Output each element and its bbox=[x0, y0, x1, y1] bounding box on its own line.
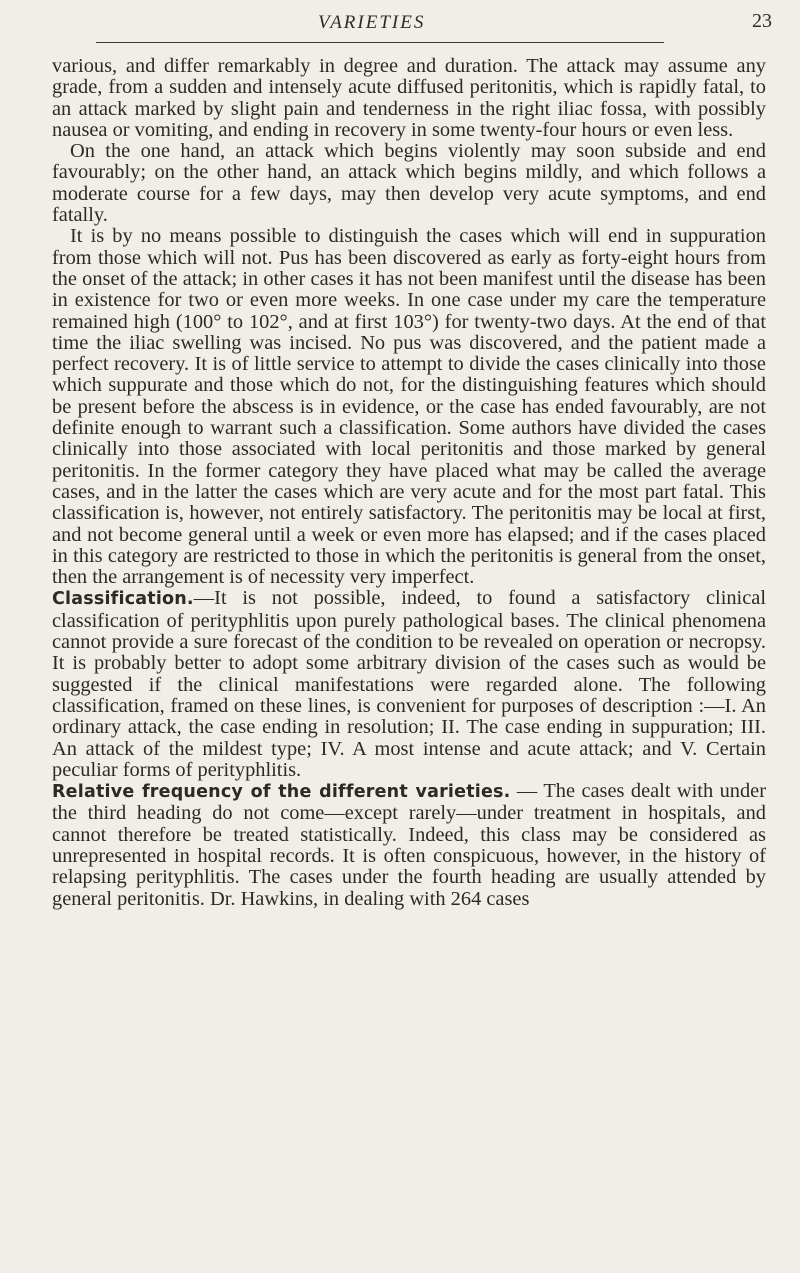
page-number: 23 bbox=[752, 10, 772, 32]
running-title: VARIETIES bbox=[318, 12, 426, 33]
paragraph-classification bbox=[52, 588, 766, 781]
paragraph-3: It is by no means possible to distinguish the cases which will end in suppuration from those which will not. Pus has been discovered as early as forty-eight hours from the onset of the attack; in other cases it has not been manifest until the disease has been in existence for two or even more weeks. In one case under my care the temperature remained high (100° to 102°, and at first 103°) for twenty-two days. At the end of that time the iliac swelling was incised. No pus was discovered, and the patient made a perfect recovery. It is of little service to attempt to divide the cases clinically into those which suppurate and those which do not, for the distinguishing features which should be present before the abscess is in evidence, or the case has ended favourably, are not definite enough to warrant such a classification. Some authors have divided the cases clinically into those associated with local peritonitis and those marked by general peritonitis. In the former category they have placed what may be called the average cases, and in the latter the cases which are very acute and for the most part fatal. This classification is, however, not entirely satisfactory. The peritonitis may be local at first, and not become general until a week or even more has elapsed; and if the cases placed in this category are restricted to those in which the peritonitis is general from the onset, then the arrangement is of necessity very imperfect. bbox=[52, 225, 766, 589]
running-head bbox=[0, 8, 800, 48]
classification-heading: Classification. bbox=[52, 589, 194, 610]
paragraph-2: On the one hand, an attack which begins violently may soon subside and end favourably; on the other hand, an attack which begins mildly, and which follows a moderate course for a few days, may then develop very acute symptoms, and end fatally. bbox=[52, 140, 766, 227]
paragraph-frequency bbox=[52, 781, 766, 910]
frequency-text: — The cases dealt with under the third heading do not come—except rarely—under treatment in hospitals, and cannot therefore be treated statistically. Indeed, this class may be considered as unrepresented in hospital records. It is often conspicuous, however, in the history of relapsing perityphlitis. The cases under the fourth heading are usually attended by general peritonitis. Dr. Hawkins, in dealing with 264 cases bbox=[52, 780, 766, 910]
paragraph-1: various, and differ remarkably in degree and duration. The attack may assume any grade, from a sudden and intensely acute diffused peritonitis, which is rapidly fatal, to an attack marked by slight pain and tenderness in the right iliac fossa, with possibly nausea or vomiting, and ending in recovery in some twenty-four hours or even less. bbox=[52, 55, 766, 141]
body-text bbox=[52, 56, 766, 910]
frequency-heading: Relative frequency of the different varieties. bbox=[52, 782, 511, 803]
header-rule bbox=[96, 42, 664, 43]
classification-text: —It is not possible, indeed, to found a satisfactory clinical classification of perityphlitis upon purely pathological bases. The clinical phenomena cannot provide a sure forecast of the condition to be revealed on operation or necropsy. It is probably better to adopt some arbitrary division of the cases such as would be suggested if the clinical manifestations were regarded alone. The following classification, framed on these lines, is convenient for purposes of description :—I. An ordinary attack, the case ending in resolution; II. The case ending in suppuration; III. An attack of the mildest type; IV. A most intense and acute attack; and V. Certain peculiar forms of perityphlitis. bbox=[52, 587, 766, 781]
